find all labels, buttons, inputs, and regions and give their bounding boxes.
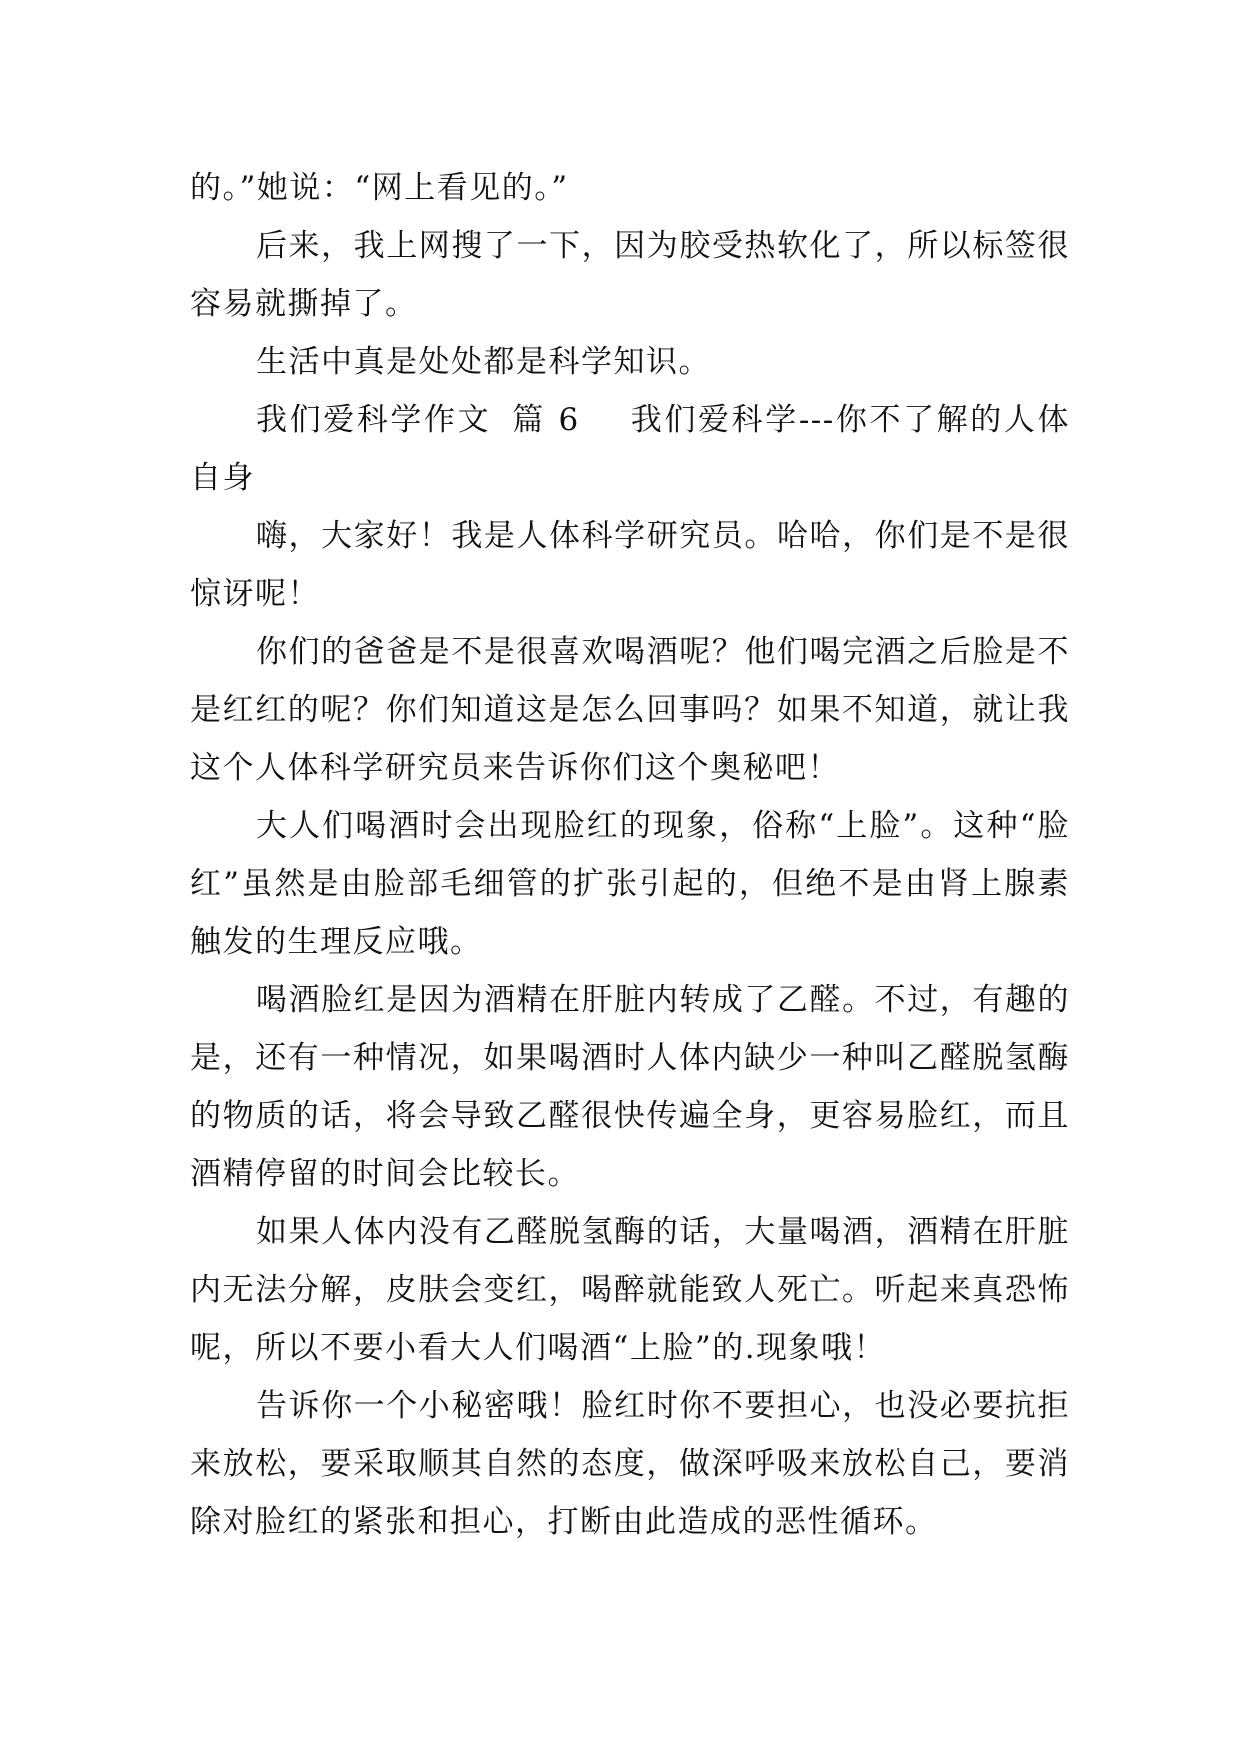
section-heading: [190, 391, 1070, 507]
paragraph: 告诉你一个小秘密哦！脸红时你不要担心，也没必要抗拒来放松，要采取顺其自然的态度，做深呼吸来放松自己，要消除对脸红的紧张和担心，打断由此造成的恶性循环。: [190, 1388, 1070, 1540]
paragraph: 嗨，大家好！我是人体科学研究员。哈哈，你们是不是很惊讶呢！: [190, 518, 1070, 612]
paragraph: 的。”她说：“网上看见的。”: [190, 170, 569, 206]
heading-number: 篇 6: [511, 402, 580, 438]
paragraph: 生活中真是处处都是科学知识。: [256, 344, 711, 380]
paragraph: 如果人体内没有乙醛脱氢酶的话，大量喝酒，酒精在肝脏内无法分解，皮肤会变红，喝醉就能致人死亡。听起来真恐怖呢，所以不要小看大人们喝酒“上脸”的.现象哦！: [190, 1214, 1070, 1366]
heading-label: 我们爱科学作文: [256, 402, 492, 438]
paragraph: 喝酒脸红是因为酒精在肝脏内转成了乙醛。不过，有趣的是，还有一种情况，如果喝酒时人体内缺少一种叫乙醛脱氢酶的物质的话，将会导致乙醛很快传遍全身，更容易脸红，而且酒精停留的时间会比较长。: [190, 982, 1070, 1192]
paragraph: 后来，我上网搜了一下，因为胶受热软化了，所以标签很容易就撕掉了。: [190, 228, 1070, 322]
heading-title: 我们爱科学---你不了解的人体自身: [190, 402, 1070, 496]
document-body: [190, 159, 1070, 1551]
paragraph: 你们的爸爸是不是很喜欢喝酒呢？他们喝完酒之后脸是不是红红的呢？你们知道这是怎么回事吗？如果不知道，就让我这个人体科学研究员来告诉你们这个奥秘吧！: [190, 634, 1070, 786]
paragraph: 大人们喝酒时会出现脸红的现象，俗称“上脸”。这种“脸红”虽然是由脸部毛细管的扩张引起的，但绝不是由肾上腺素触发的生理反应哦。: [190, 808, 1070, 960]
